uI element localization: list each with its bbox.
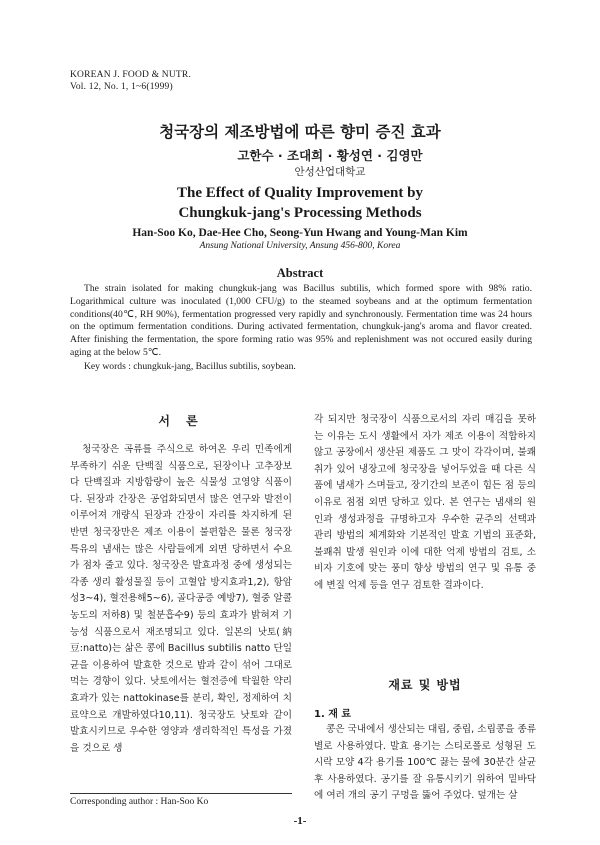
right-column-intro [314, 412, 536, 595]
introduction-column [70, 442, 292, 757]
materials-methods-heading: 재료 및 방법 [388, 678, 462, 692]
korean-authors: 고한수 · 조대희 · 황성연 · 김영만 [237, 148, 423, 163]
english-title-line-1: The Effect of Quality Improvement by [177, 185, 423, 201]
abstract-heading: Abstract [276, 266, 324, 280]
keywords: Key words : chungkuk-jang, Bacillus subtilis, soybean. [84, 361, 296, 372]
page-number: -1- [293, 815, 307, 827]
journal-name: KOREAN J. FOOD & NUTR. [70, 70, 192, 80]
journal-issue: Vol. 12, No. 1, 1~6(1999) [70, 82, 173, 92]
korean-affiliation: 안성산업대학교 [294, 166, 366, 178]
corresponding-author-footnote: Corresponding author : Han-Soo Ko [70, 797, 209, 807]
introduction-paragraph: 청국장은 곡류를 주식으로 하여온 우리 민족에게 부족하기 쉬운 단백질 식품으로, 된장이나 고추장보다 단백질과 지방함량이 높은 식물성 고영양 식품이다. 된장과 간장은 공업화되면서 많은 연구와 발전이 이루어져 개량식 된장과 간장이 자리를 차지하게 된 반면 청국장만은 제조 이용이 불편함은 물론 청국장 특유의 냄새는 많은 사람들에게 외면 당하면서 수요가 점차 줄고 있다. 청국장은 발효과정 중에 생성되는 각종 생리 활성물질 등이 고혈압 방지효과1,2), 항암성3~4), 혈전용해5~6), 골다공증 예방7), 혈중 알콜농도의 저하8) 및 철분흡수9) 등의 효과가 밝혀져 기능성 식품으로서 재조명되고 있다. 일본의 낫토(納豆:natto)는 삶은 콩에 Bacillus subtilis natto 단일 균을 이용하여 발효한 것으로 밥과 같이 섞어 그대로 먹는 경향이 있다. 낫토에서는 혈전증에 탁월한 약리효과가 있는 nattokinase를 분리, 확인, 정제하여 치료약으로 개발하였다10,11). 청국장도 낫토와 같이 발효시키므로 우수한 영양과 생리학적인 특성을 가졌을 것으로 생 [70, 444, 292, 754]
footnote-divider [70, 793, 292, 794]
introduction-heading: 서 론 [158, 414, 204, 428]
journal-info [70, 69, 191, 93]
materials-subheading: 1. 재 료 [314, 709, 352, 720]
right-column-paragraph: 각 되지만 청국장이 식품으로서의 자리 매김을 못하는 이유는 도시 생활에서 자가 제조 이용이 적합하지 않고 공장에서 생산된 제품도 그 맛이 각각이며, 불쾌취가 있어 냉장고에 청국장을 넣어두었을 때 다른 식품에 냄새가 스며들고, 장기간의 보존이 힘든 점 등의 이유로 점점 외면 당하고 있다. 본 연구는 냄새의 원인과 생성과정을 규명하고자 우수한 균주의 선택과 관리 방법의 체계화와 기본적인 발효 기법의 표준화, 불쾌취 발생 원인과 이에 대한 억제 방법의 검토, 소비자 기호에 맞는 풍미 향상 방법의 연구 및 유통 중에 변질 억제 등을 연구 검토한 결과이다. [314, 414, 536, 591]
materials-column [314, 722, 536, 805]
materials-paragraph: 콩은 국내에서 생산되는 대립, 중립, 소립콩을 종류별로 사용하였다. 발효 용기는 스티로폴로 성형된 도시락 모양 4각 용기를 100℃ 끓는 물에 30분간 살균 후 사용하였다. 공기를 잘 유통시키기 위하여 밑바닥에 여러 개의 공기 구멍을 뚫어 주었다. 덮개는 살 [314, 724, 536, 802]
english-authors: Han-Soo Ko, Dae-Hee Cho, Seong-Yun Hwang and Young-Man Kim [132, 227, 468, 239]
english-title-line-2: Chungkuk-jang's Processing Methods [178, 205, 422, 221]
english-title [0, 183, 600, 223]
english-affiliation: Ansung National University, Ansung 456-800, Korea [199, 241, 401, 251]
abstract-text: The strain isolated for making chungkuk-jang was Bacillus subtilis, which formed spore with 98% ratio. Logarithmical culture was inoculated (1,000 CFU/g) to the steamed soybeans and at the optimum fermentation conditions(40℃, RH 90%), fermentation progressed very rapidly and synchronously. Fermentation time was 24 hours on the optimum fermentation conditions. During activated fermentation, chungkuk-jang's aroma and flavor created. After finishing the fermentation, the spore forming ratio was 95% and replenishment was not occured easily during aging at the below 5℃. [70, 283, 532, 358]
abstract-body [70, 283, 532, 360]
korean-title: 청국장의 제조방법에 따른 향미 증진 효과 [159, 123, 441, 141]
